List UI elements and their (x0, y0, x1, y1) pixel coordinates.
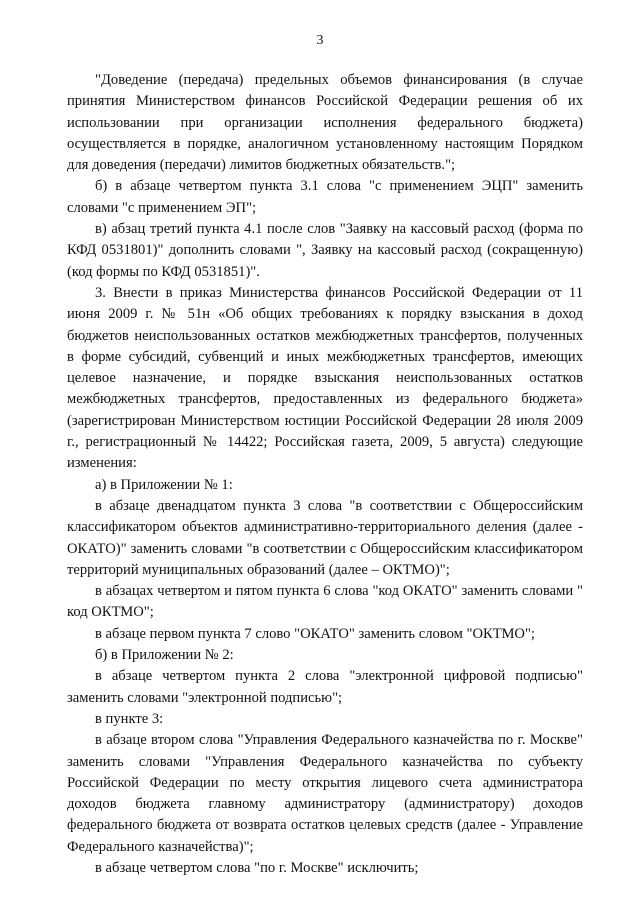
document-body (67, 70, 583, 879)
paragraph-appendix-2: б) в Приложении № 2: (95, 647, 234, 664)
paragraph-point-3: 3. Внести в приказ Министерства финансов Российской Федерации от 11 июня 2009 г. № 51н «Об общих требованиях к порядку взыскания в доход бюджетов неиспользованных остатков межбюджетных трансфертов, полученных в форме субсидий, субвенций и иных межбюджетных трансфертов, имеющих целевое назначение, и порядке взыскания неиспользованных остатков межбюджетных трансфертов, предоставленных из федерального бюджета» (зарегистрирован Министерством юстиции Российской Федерации 28 июля 2009 г., регистрационный № 14422; Российская газета, 2009, 5 августа) следующие изменения: (67, 284, 583, 472)
paragraph-okato-7: в абзаце первом пункта 7 слово "ОКАТО" заменить словом "ОКТМО"; (95, 625, 535, 642)
paragraph-point-3-sub: в пункте 3: (95, 710, 164, 727)
page-number: 3 (316, 33, 324, 48)
paragraph-signature: в абзаце четвертом пункта 2 слова "электронной цифровой подписью" заменить словами "электронной подписью"; (67, 668, 583, 706)
paragraph-item-b: б) в абзаце четвертом пункта 3.1 слова "с применением ЭЦП" заменить словами "с применением ЭП"; (67, 178, 583, 216)
paragraph-okato-6: в абзацах четвертом и пятом пункта 6 слова "код ОКАТО" заменить словами " код ОКТМО"; (67, 583, 583, 621)
paragraph-moscow-exclude: в абзаце четвертом слова "по г. Москве" исключить; (95, 859, 419, 876)
paragraph-item-v: в) абзац третий пункта 4.1 после слов "Заявку на кассовый расход (форма по КФД 0531801)" дополнить словами ", Заявку на кассовый расход (сокращенную) (код формы по КФД 0531851)". (67, 221, 583, 280)
paragraph-okato-12: в абзаце двенадцатом пункта 3 слова "в соответствии с Общероссийским классификатором объектов административно-территориального деления (далее - ОКАТО)" заменить словами "в соответствии с Общероссийским классификатором территорий муниципальных образований (далее – ОКТМО)"; (67, 497, 583, 578)
paragraph-quoted-funding: "Доведение (передача) предельных объемов финансирования (в случае принятия Министерством финансов Российской Федерации решения об их использовании при организации исполнения федерального бюджета) осуществляется в порядке, аналогичном установленному настоящим Порядком для доведения (передачи) лимитов бюджетных обязательств."; (67, 72, 583, 174)
paragraph-treasury: в абзаце втором слова "Управления Федерального казначейства по г. Москве" заменить словами "Управления Федерального казначейства по субъекту Российской Федерации по месту открытия лицевого счета администратора доходов бюджета главному администратору (администратору) доходов федерального бюджета от возврата остатков целевых средств (далее - Управление Федерального казначейства)"; (67, 732, 583, 855)
paragraph-appendix-1: а) в Приложении № 1: (95, 476, 233, 493)
